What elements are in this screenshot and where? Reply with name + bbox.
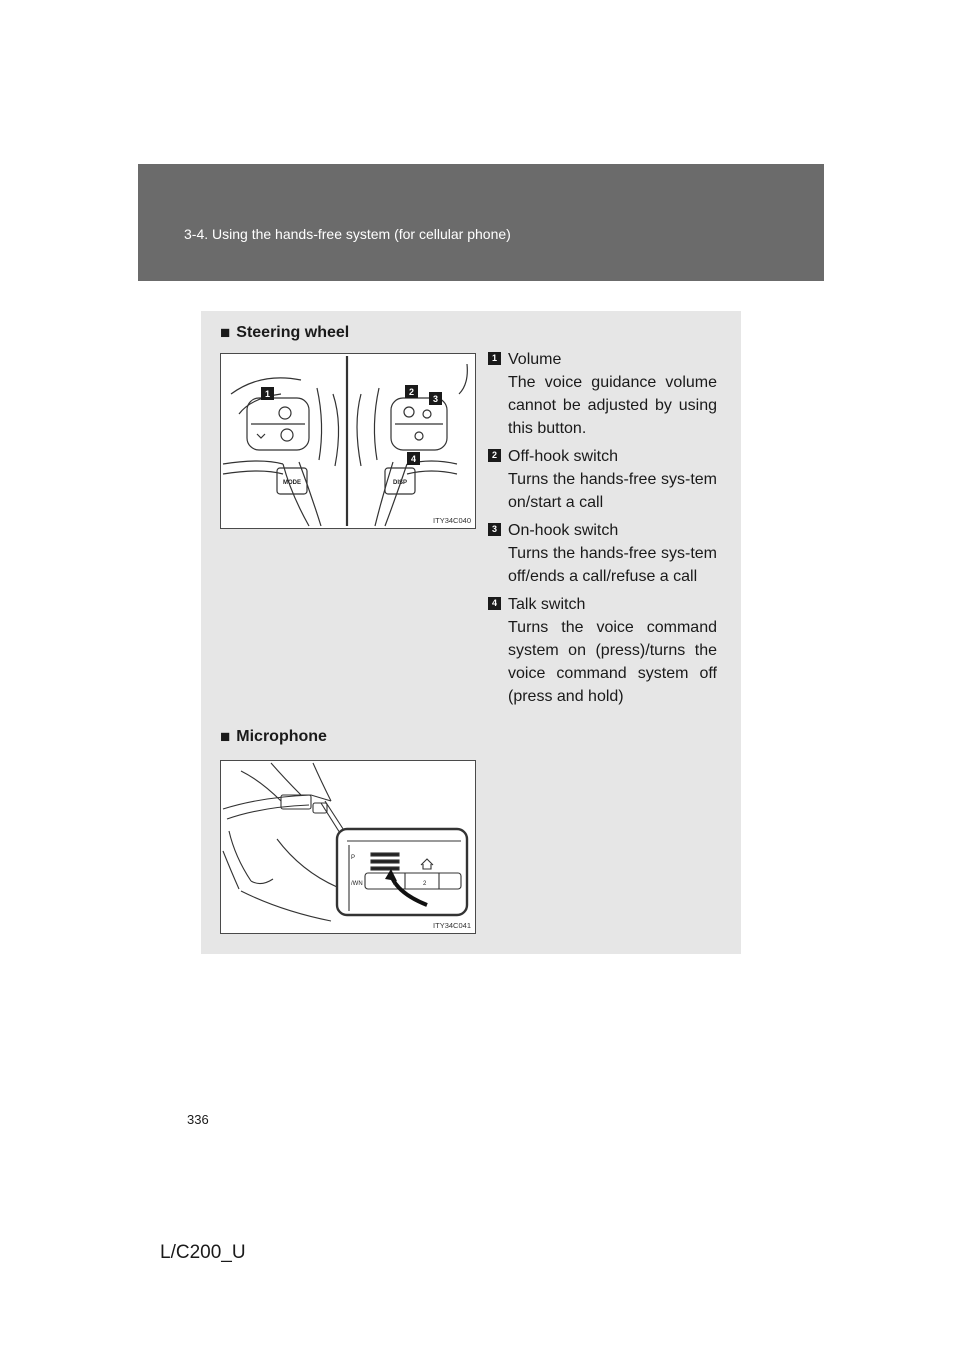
content-box (201, 311, 741, 954)
svg-text:3: 3 (432, 394, 439, 404)
figure-code: ITY34C040 (433, 516, 471, 525)
page-number: 336 (187, 1112, 209, 1127)
list-item (488, 349, 717, 440)
button-descriptions (488, 349, 717, 714)
square-bullet-icon: ■ (220, 323, 231, 342)
svg-text:4: 4 (410, 454, 417, 464)
callout-number: 2 (488, 449, 501, 462)
microphone-figure (220, 760, 476, 934)
item-description: The voice guidance volume cannot be adjusted by using this button. (508, 374, 717, 437)
section-title: 3-4. Using the hands-free system (for cellular phone) (184, 226, 511, 242)
list-item (488, 446, 717, 514)
callout-number: 3 (488, 523, 501, 536)
figure-code: ITY34C041 (433, 921, 471, 930)
microphone-heading (220, 727, 327, 747)
steering-wheel-figure (220, 353, 476, 529)
list-item (488, 520, 717, 588)
svg-text:MODE: MODE (283, 480, 301, 486)
callout-number: 4 (488, 597, 501, 610)
item-title: Volume (508, 351, 562, 368)
item-title: Talk switch (508, 596, 586, 613)
item-title: On-hook switch (508, 522, 619, 539)
svg-text:2: 2 (408, 387, 415, 397)
steering-wheel-illustration (221, 354, 475, 528)
header-band (138, 164, 824, 281)
svg-text:/WN: /WN (351, 881, 363, 887)
list-item (488, 594, 717, 708)
svg-text:2: 2 (423, 881, 427, 887)
steering-wheel-heading (220, 323, 349, 343)
item-description: Turns the hands-free sys-tem off/ends a call/refuse a call (508, 545, 717, 585)
item-description: Turns the hands-free sys-tem on/start a call (508, 471, 717, 511)
microphone-illustration (221, 761, 475, 933)
footer-code: L/C200_U (160, 1242, 246, 1263)
microphone-heading-text: Microphone (236, 728, 327, 745)
svg-text:1: 1 (264, 389, 271, 399)
svg-text:DISP: DISP (392, 480, 408, 486)
item-title: Off-hook switch (508, 448, 618, 465)
callout-number: 1 (488, 352, 501, 365)
svg-text:P: P (351, 855, 356, 861)
square-bullet-icon: ■ (220, 727, 231, 746)
item-description: Turns the voice command system on (press)/turns the voice command system off (press and hold) (508, 619, 717, 705)
svg-text:1: 1 (393, 881, 397, 887)
steering-wheel-heading-text: Steering wheel (236, 324, 350, 341)
